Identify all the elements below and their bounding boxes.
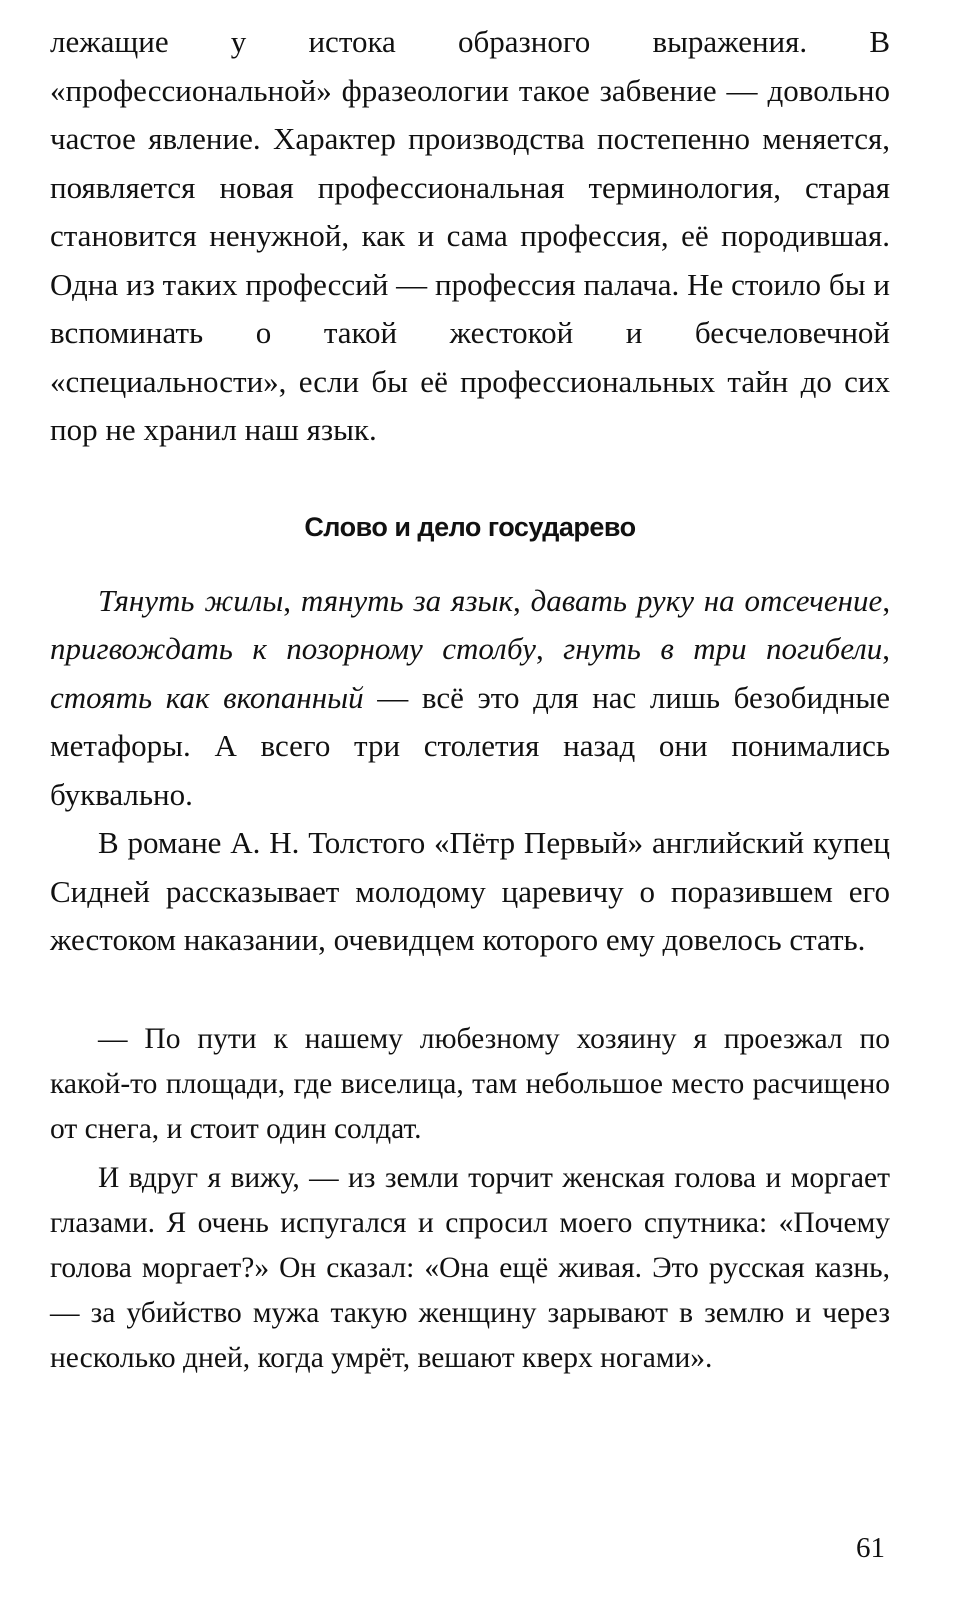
page-number: 61 <box>856 1532 885 1564</box>
idiom-5: гнуть в три погибели <box>563 631 883 666</box>
idiom-2: тянуть за язык <box>300 582 513 618</box>
separator-5: , <box>882 631 890 666</box>
section-paragraph-1 <box>50 577 890 820</box>
quote-paragraph-1: — По пути к нашему любезному хозяину я проезжал по какой-то площади, где виселица, там небольшое место расчищено от снега, и стоит один солдат. <box>50 1022 890 1145</box>
idiom-3: давать руку на отсечение <box>530 582 883 618</box>
idiom-6: стоять как вкопанный <box>50 679 364 715</box>
separator-3: , <box>882 582 891 618</box>
idiom-1: Тянуть жилы <box>98 582 284 618</box>
quote-paragraph-2: И вдруг я вижу, — из земли торчит женская голова и моргает глазами. Я очень испугался и спросил моего спутника: «Почему голова моргает?» Он сказал: «Она ещё живая. Это русская казнь, — за убийство мужа такую женщину зарывают в землю и через несколько дней, когда умрёт, вешают кверх ногами». <box>50 1161 890 1374</box>
separator-2: , <box>512 582 531 618</box>
section-paragraph-2: В романе А. Н. Толстого «Пётр Первый» английский купец Сидней рассказывает молодому царевичу о поразившем его жестоком наказании, очевидцем которого ему довелось стать. <box>50 825 890 957</box>
separator-1: , <box>283 582 301 618</box>
book-page <box>50 18 890 1578</box>
paragraph-tail: — всё это для нас лишь безобидные метафоры. А всего три столетия назад они понимались буквально. <box>50 679 890 812</box>
section-heading: Слово и дело государево <box>304 511 636 542</box>
intro-paragraph: лежащие у истока образного выражения. В «профессиональной» фразеологии такое забвение — довольно частое явление. Характер производства постепенно меняется, появляется новая профессиональная терминология, старая становится ненужной, как и сама профессия, её породившая. Одна из таких профессий — профессия палача. Не стоило бы и вспоминать о такой жестокой и бесчеловечной «специальности», если бы её профессиональных тайн до сих пор не хранил наш язык. <box>50 24 890 447</box>
idiom-4: пригвождать к позорному столбу <box>50 631 536 666</box>
separator-4: , <box>535 631 564 666</box>
